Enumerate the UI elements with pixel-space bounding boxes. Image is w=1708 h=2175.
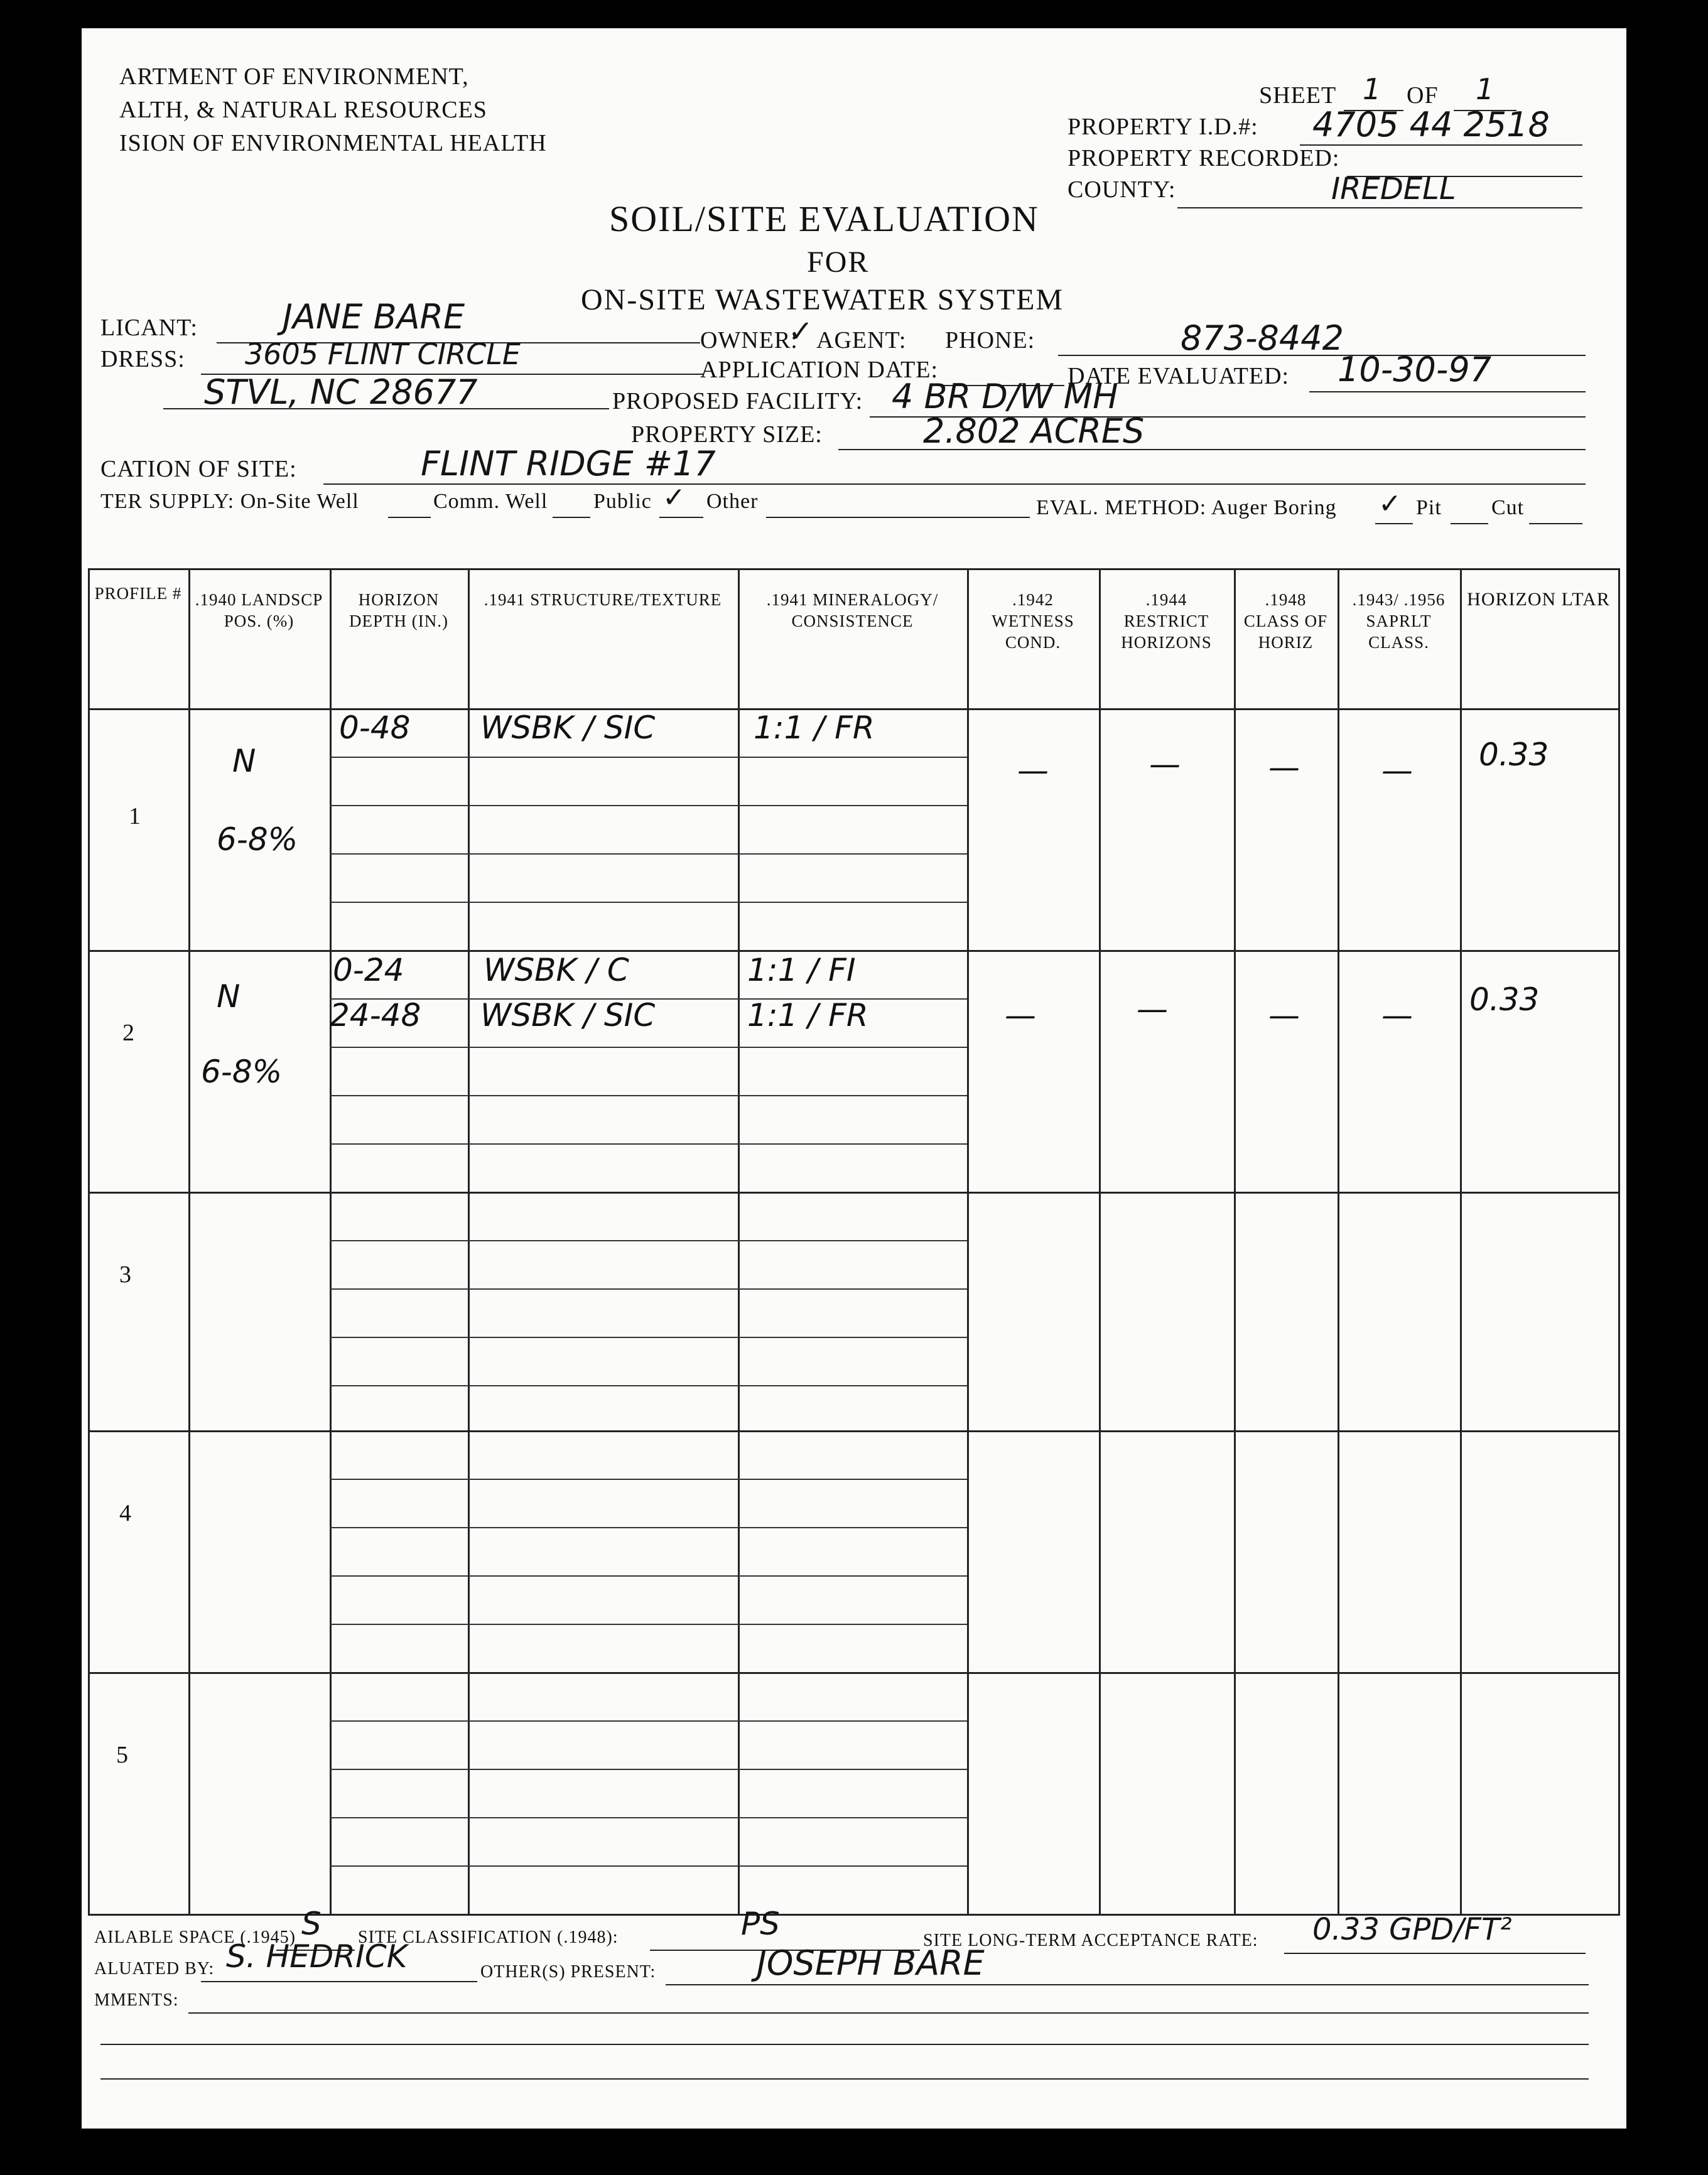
table-subline (330, 1527, 967, 1528)
header-horizon-depth: HORIZON DEPTH (IN.) (349, 590, 448, 630)
evaluated-by-label: ALUATED BY: (94, 1959, 215, 1978)
form-title: SOIL/SITE EVALUATION (609, 198, 1039, 239)
table-subline (330, 1337, 967, 1338)
evaluated-by-value: S. HEDRICK (226, 1938, 408, 1975)
public-label: Public (593, 490, 652, 513)
location-value: FLINT RIDGE #17 (421, 444, 716, 483)
profile-2-mineralogy-a: 1:1 / FI (747, 952, 856, 988)
agency-line-3: ISION OF ENVIRONMENTAL HEALTH (119, 130, 547, 156)
application-date-label: APPLICATION DATE: (700, 357, 939, 383)
form-sheet (82, 28, 1626, 2129)
table-subline (330, 1047, 967, 1048)
property-size-label: PROPERTY SIZE: (631, 421, 823, 448)
table-subline (330, 1817, 967, 1818)
public-checkmark: ✓ (662, 482, 686, 514)
location-label: CATION OF SITE: (100, 456, 297, 482)
profile-2-saprolite: — (1381, 997, 1413, 1034)
proposed-facility-label: PROPOSED FACILITY: (612, 388, 863, 414)
owner-label: OWNER: (700, 327, 798, 354)
property-recorded-label: PROPERTY RECORDED: (1068, 145, 1340, 171)
profile-1-number: 1 (129, 803, 141, 829)
profile-5-number: 5 (116, 1742, 128, 1768)
profile-3-number: 3 (119, 1261, 131, 1288)
profile-2-mineralogy-b: 1:1 / FR (747, 997, 868, 1034)
sheet-total: 1 (1476, 72, 1494, 106)
profile-4-number: 4 (119, 1500, 131, 1526)
header-saprolite: .1943/ .1956 SAPRLT CLASS. (1352, 590, 1446, 652)
others-present-label: OTHER(S) PRESENT: (480, 1962, 656, 1982)
profile-1-wetness: — (1017, 752, 1049, 789)
property-id-value: 4705 44 2518 (1312, 105, 1550, 144)
sheet-label: SHEET (1259, 82, 1337, 109)
profile-2-texture-a: WSBK / C (484, 952, 629, 988)
agency-line-2: ALTH, & NATURAL RESOURCES (119, 97, 487, 123)
date-evaluated-label: DATE EVALUATED: (1068, 363, 1290, 389)
address-label: DRESS: (100, 346, 185, 372)
applicant-label: LICANT: (100, 315, 198, 341)
header-profile: PROFILE # (94, 584, 182, 603)
header-structure-texture: .1941 STRUCTURE/TEXTURE (484, 590, 722, 609)
others-present-value: JOSEPH BARE (757, 1943, 985, 1983)
profile-1-restrict: — (1149, 746, 1181, 782)
profile-2-slope: 6-8% (201, 1054, 283, 1090)
property-id-label: PROPERTY I.D.#: (1068, 114, 1258, 140)
agency-line-1: ARTMENT OF ENVIRONMENT, (119, 63, 469, 90)
table-subline (330, 1575, 967, 1577)
table-subline (330, 902, 967, 903)
address-line-2: STVL, NC 28677 (204, 372, 478, 412)
profile-1-texture: WSBK / SIC (480, 710, 656, 746)
table-subline (330, 853, 967, 855)
pit-label: Pit (1416, 496, 1442, 519)
agent-label: AGENT: (816, 327, 907, 354)
phone-label: PHONE: (945, 327, 1035, 354)
profile-2-restrict: — (1137, 991, 1168, 1027)
table-subline (330, 1095, 967, 1096)
owner-checkmark: ✓ (788, 314, 814, 349)
auger-checkmark: ✓ (1378, 488, 1402, 520)
proposed-facility-value: 4 BR D/W MH (892, 377, 1118, 416)
available-space-value: S (301, 1906, 322, 1942)
profile-2-landscape: N (217, 978, 241, 1015)
profile-2-depth-b: 24-48 (330, 997, 421, 1034)
table-subline (330, 805, 967, 806)
site-classification-label: SITE CLASSIFICATION (.1948): (358, 1928, 619, 1947)
other-label: Other (706, 490, 759, 513)
sheet-of-label: OF (1407, 82, 1439, 109)
table-subline (330, 1240, 967, 1241)
site-classification-value: PS (741, 1906, 780, 1942)
header-mineralogy: .1941 MINERALOGY/ CONSISTENCE (766, 590, 939, 630)
profile-1-landscape: N (232, 743, 256, 779)
table-subline (330, 1720, 967, 1722)
sheet-number: 1 (1363, 72, 1381, 106)
table-subline (330, 757, 967, 758)
comm-well-label: Comm. Well (433, 490, 548, 513)
profile-2-number: 2 (122, 1020, 134, 1046)
profile-1-slope: 6-8% (217, 821, 298, 858)
profile-2-wetness: — (1005, 997, 1036, 1034)
property-size-value: 2.802 ACRES (923, 411, 1145, 451)
profile-2-texture-b: WSBK / SIC (480, 997, 656, 1034)
county-value: IREDELL (1331, 171, 1456, 207)
profile-1-mineralogy: 1:1 / FR (754, 710, 875, 746)
header-wetness: .1942 WETNESS COND. (992, 590, 1074, 652)
comments-label: MMENTS: (94, 1990, 179, 2010)
header-landscape: .1940 LANDSCP POS. (%) (195, 590, 323, 630)
applicant-value: JANE BARE (283, 297, 465, 337)
water-supply-label: TER SUPPLY: On-Site Well (100, 490, 359, 513)
profile-1-saprolite: — (1381, 752, 1413, 789)
table-subline (330, 1479, 967, 1480)
soil-profile-table (88, 568, 1620, 1916)
table-subline (330, 1385, 967, 1386)
eval-method-label: EVAL. METHOD: Auger Boring (1036, 496, 1337, 519)
address-line-1: 3605 FLINT CIRCLE (245, 337, 521, 371)
date-evaluated-value: 10-30-97 (1338, 350, 1492, 389)
phone-value: 873-8442 (1181, 318, 1344, 358)
cut-label: Cut (1491, 496, 1525, 519)
available-space-label: AILABLE SPACE (.1945) (94, 1928, 296, 1947)
table-subline (330, 1865, 967, 1867)
site-ltar-value: 0.33 GPD/FT² (1312, 1912, 1512, 1947)
county-label: COUNTY: (1068, 176, 1176, 203)
profile-1-class: — (1268, 749, 1300, 785)
table-subline (330, 1769, 967, 1770)
profile-2-depth-a: 0-24 (333, 952, 404, 988)
profile-2-class: — (1268, 997, 1300, 1034)
profile-1-depth: 0-48 (339, 710, 411, 746)
table-subline (330, 1624, 967, 1625)
form-title-for: FOR (807, 246, 870, 279)
table-subline (330, 1143, 967, 1145)
profile-1-ltar: 0.33 (1479, 737, 1549, 773)
site-ltar-label: SITE LONG-TERM ACCEPTANCE RATE: (923, 1931, 1258, 1950)
header-class: .1948 CLASS OF HORIZ (1243, 590, 1328, 652)
form-subtitle: ON-SITE WASTEWATER SYSTEM (581, 283, 1064, 316)
table-subline (330, 1288, 967, 1290)
profile-2-ltar: 0.33 (1469, 981, 1540, 1018)
header-restrict: .1944 RESTRICT HORIZONS (1121, 590, 1212, 652)
header-ltar: HORIZON LTAR (1467, 589, 1610, 610)
